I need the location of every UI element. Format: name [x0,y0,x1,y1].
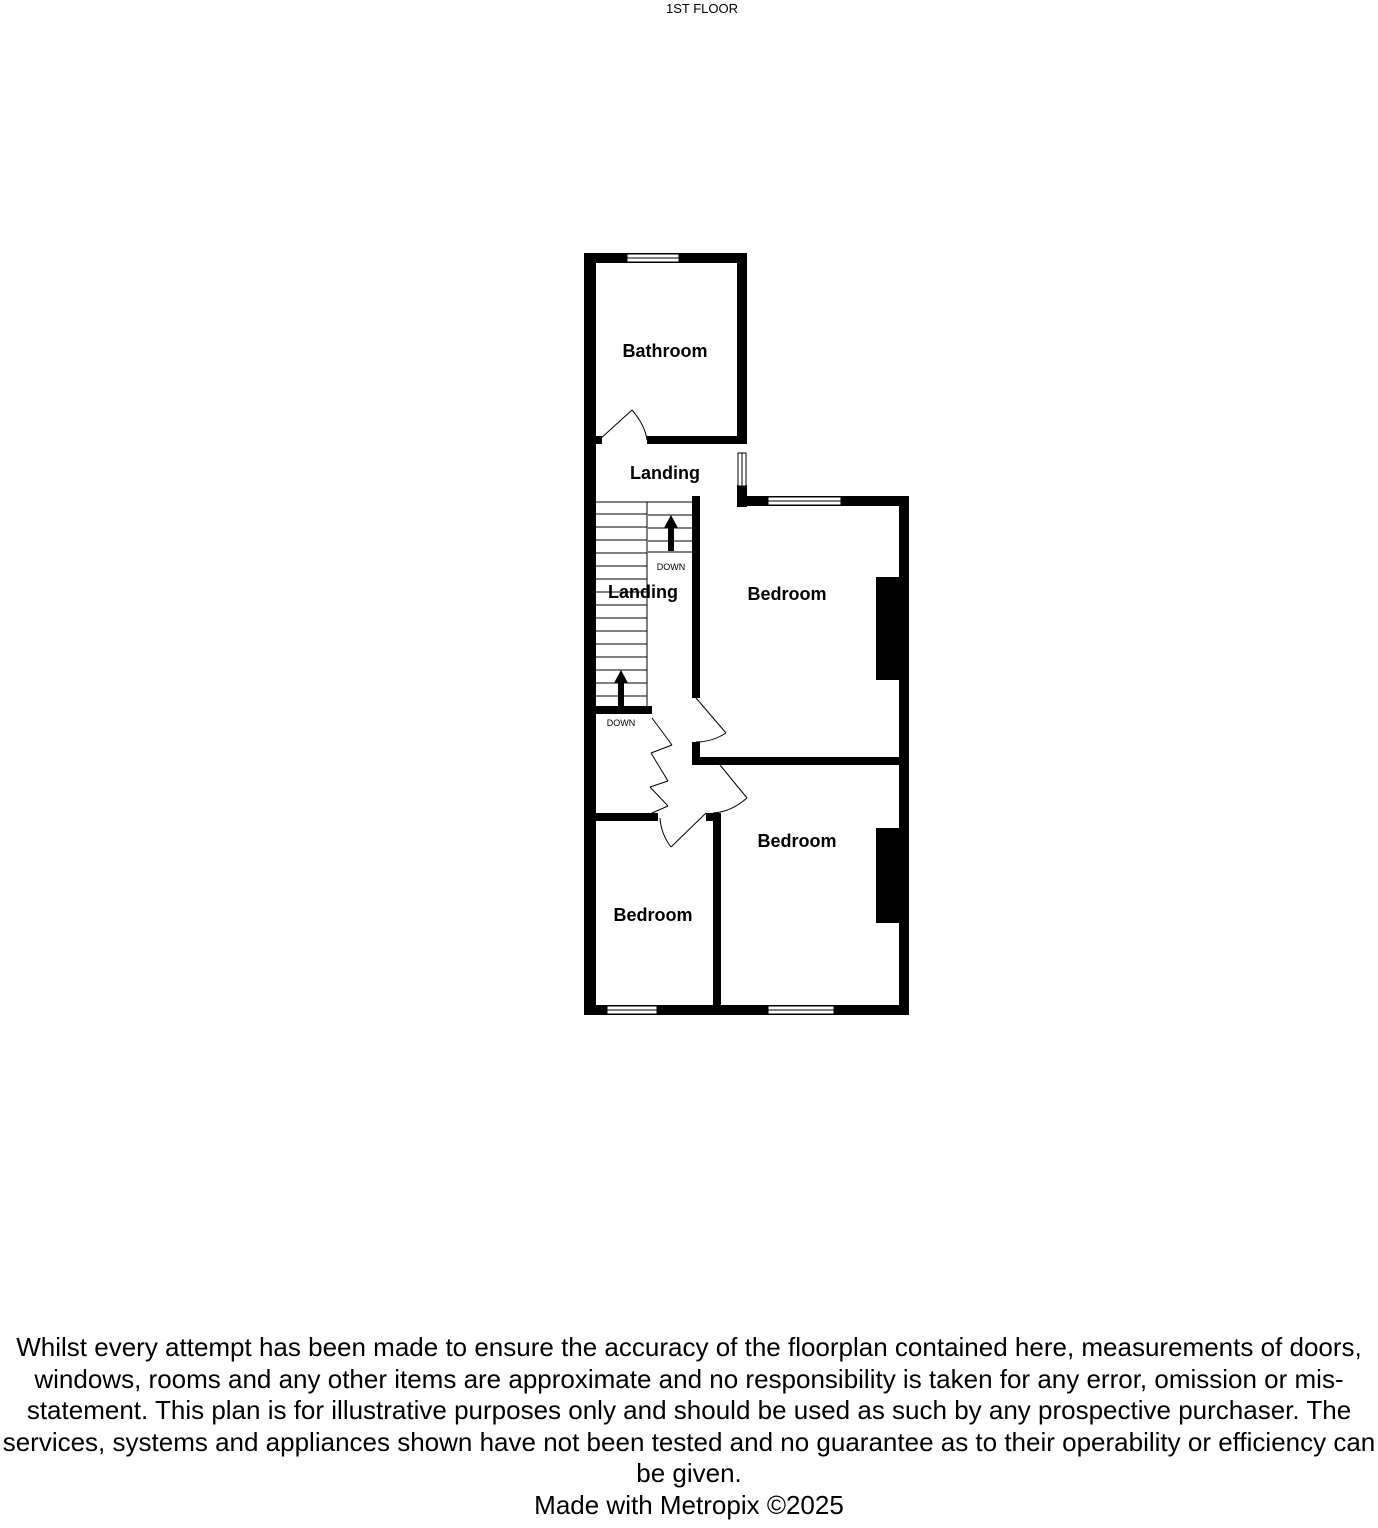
disclaimer-text: Whilst every attempt has been made to ensure the accuracy of the floorplan contained here, measurements of doors, windows, rooms and any other items are approximate and no responsibility is taken for any error, omission or mis-statement. This plan is for illustrative purposes only and should be used as such by any prospective purchaser. The services, systems and appliances shown have not been tested and no guarantee as to their operability or efficiency can be given. [2,1332,1376,1489]
walls [584,253,909,1015]
credit-text: Made with Metropix ©2025 [534,1489,844,1520]
room-label-bathroom: Bathroom [622,341,708,361]
stair-arrow-icon [614,670,628,706]
stair-down-label-lower: DOWN [606,718,636,728]
stair-arrow-icon [664,515,678,551]
windows [607,254,841,1014]
room-label-bedroom-right-top: Bedroom [747,584,827,604]
room-label-landing-lower: Landing [608,582,678,602]
stairs [596,502,692,706]
room-label-bedroom-right-bottom: Bedroom [757,831,837,851]
room-label-landing-upper: Landing [630,463,700,483]
stair-down-label-upper: DOWN [656,562,686,572]
disclaimer [0,1332,1378,1522]
floor-title: 1ST FLOOR [665,1,738,16]
room-label-bedroom-left-bottom: Bedroom [613,905,693,925]
